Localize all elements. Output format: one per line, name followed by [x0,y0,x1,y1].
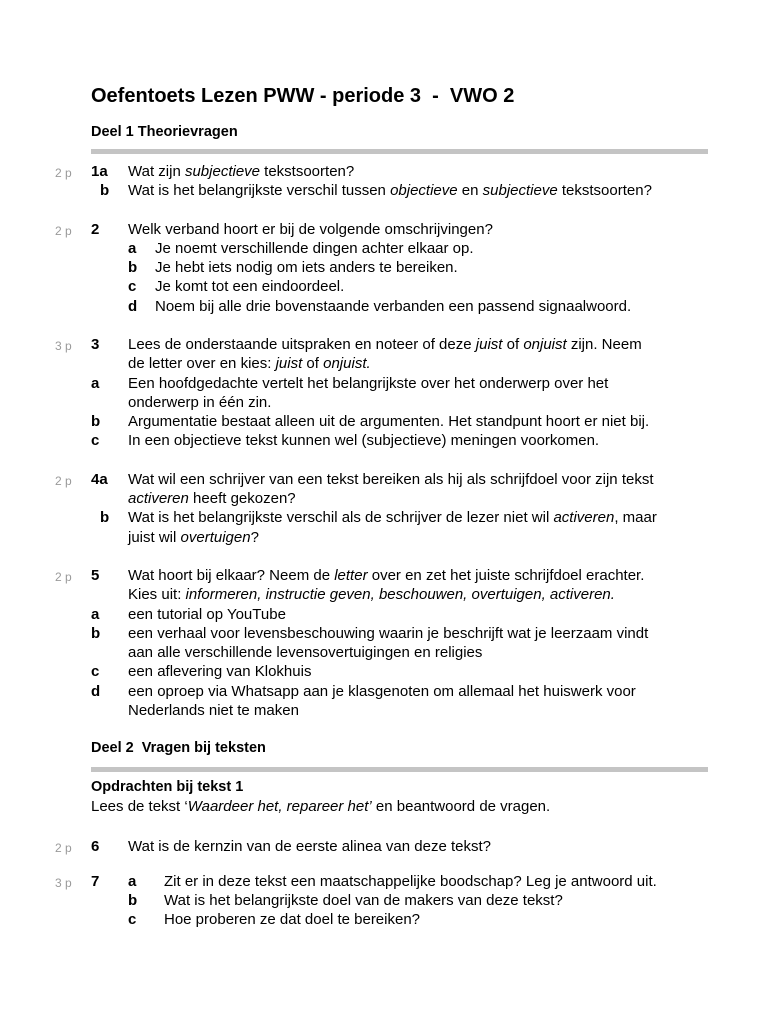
subquestion-text: een verhaal voor levensbeschouwing waarin je beschrijft wat je leerzaam vindt [128,625,649,642]
points-label: 3 p [55,339,72,353]
subquestion-text: onderwerp in één zin. [128,394,272,411]
question-text: Wat is het belangrijkste verschil tussen objectieve en subjectieve tekstsoorten? [128,182,652,199]
subquestion-text: Een hoofdgedachte vertelt het belangrijkste over het onderwerp over het [128,375,609,392]
subquestion-text: aan alle verschillende levensovertuigingen en religies [128,644,483,661]
subquestion-text: een aflevering van Klokhuis [128,663,312,680]
question-number: 1a [91,163,108,180]
subquestion-label: b [128,892,138,909]
question-text: Wat is het belangrijkste verschil als de schrijver de lezer niet wil activeren, maar [128,509,657,526]
subquestion-text: Hoe proberen ze dat doel te bereiken? [164,911,421,928]
question-number: 7 [91,873,100,890]
subquestion-label: c [128,278,137,295]
subquestion-text: Argumentatie bestaat alleen uit de argumenten. Het standpunt hoort er niet bij. [128,413,650,430]
subsection-heading: Opdrachten bij tekst 1 [91,779,244,795]
question-text: de letter over en kies: juist of onjuist. [128,355,371,372]
subquestion-label: b [100,509,110,526]
question-text: Kies uit: informeren, instructie geven, beschouwen, overtuigen, activeren. [128,586,615,603]
points-label: 2 p [55,841,72,855]
points-label: 2 p [55,474,72,488]
subquestion-label: d [91,683,101,700]
subquestion-text: In een objectieve tekst kunnen wel (subjectieve) meningen voorkomen. [128,432,600,449]
question-text: Wat wil een schrijver van een tekst bereiken als hij als schrijfdoel voor zijn tekst [128,471,654,488]
page-title: Oefentoets Lezen PWW - periode 3 - VWO 2 [91,85,515,107]
question-text: activeren heeft gekozen? [128,490,296,507]
subquestion-text: een oproep via Whatsapp aan je klasgenoten om allemaal het huiswerk voor [128,683,636,700]
points-label: 2 p [55,570,72,584]
question-number: 3 [91,336,100,353]
question-text: Wat is de kernzin van de eerste alinea van deze tekst? [128,838,491,855]
subquestion-label: a [91,375,100,392]
section-heading-deel-1: Deel 1 Theorievragen [91,124,238,140]
section-heading-deel-2: Deel 2 Vragen bij teksten [91,740,266,756]
subquestion-label: a [128,240,137,257]
subquestion-label: b [128,259,138,276]
section-divider [91,149,708,154]
question-text: Welk verband hoort er bij de volgende omschrijvingen? [128,221,493,238]
points-label: 2 p [55,166,72,180]
subquestion-label: c [128,911,137,928]
question-text: Lees de onderstaande uitspraken en noteer of deze juist of onjuist zijn. Neem [128,336,642,353]
question-number: 5 [91,567,100,584]
subquestion-label: a [128,873,137,890]
question-text: juist wil overtuigen? [128,529,259,546]
subquestion-label: d [128,298,138,315]
points-label: 2 p [55,224,72,238]
subquestion-text: Nederlands niet te maken [128,702,299,719]
question-number: 4a [91,471,108,488]
subquestion-text: een tutorial op YouTube [128,606,286,623]
question-number: 2 [91,221,100,238]
points-label: 3 p [55,876,72,890]
question-text: Wat hoort bij elkaar? Neem de letter over en zet het juiste schrijfdoel erachter. [128,567,645,584]
subquestion-text: Je noemt verschillende dingen achter elkaar op. [155,240,474,257]
subquestion-label: c [91,663,100,680]
subquestion-text: Wat is het belangrijkste doel van de makers van deze tekst? [164,892,563,909]
subquestion-label: b [100,182,110,199]
subquestion-label: a [91,606,100,623]
subquestion-label: b [91,413,101,430]
question-number: 6 [91,838,100,855]
subquestion-label: c [91,432,100,449]
section-divider [91,767,708,772]
subquestion-label: b [91,625,101,642]
subquestion-text: Zit er in deze tekst een maatschappelijke boodschap? Leg je antwoord uit. [164,873,657,890]
subquestion-text: Je komt tot een eindoordeel. [155,278,345,295]
question-text: Wat zijn subjectieve tekstsoorten? [128,163,355,180]
subquestion-text: Noem bij alle drie bovenstaande verbanden een passend signaalwoord. [155,298,632,315]
intro-text: Lees de tekst ‘Waardeer het, repareer het’ en beantwoord de vragen. [91,798,551,815]
subquestion-text: Je hebt iets nodig om iets anders te bereiken. [155,259,458,276]
